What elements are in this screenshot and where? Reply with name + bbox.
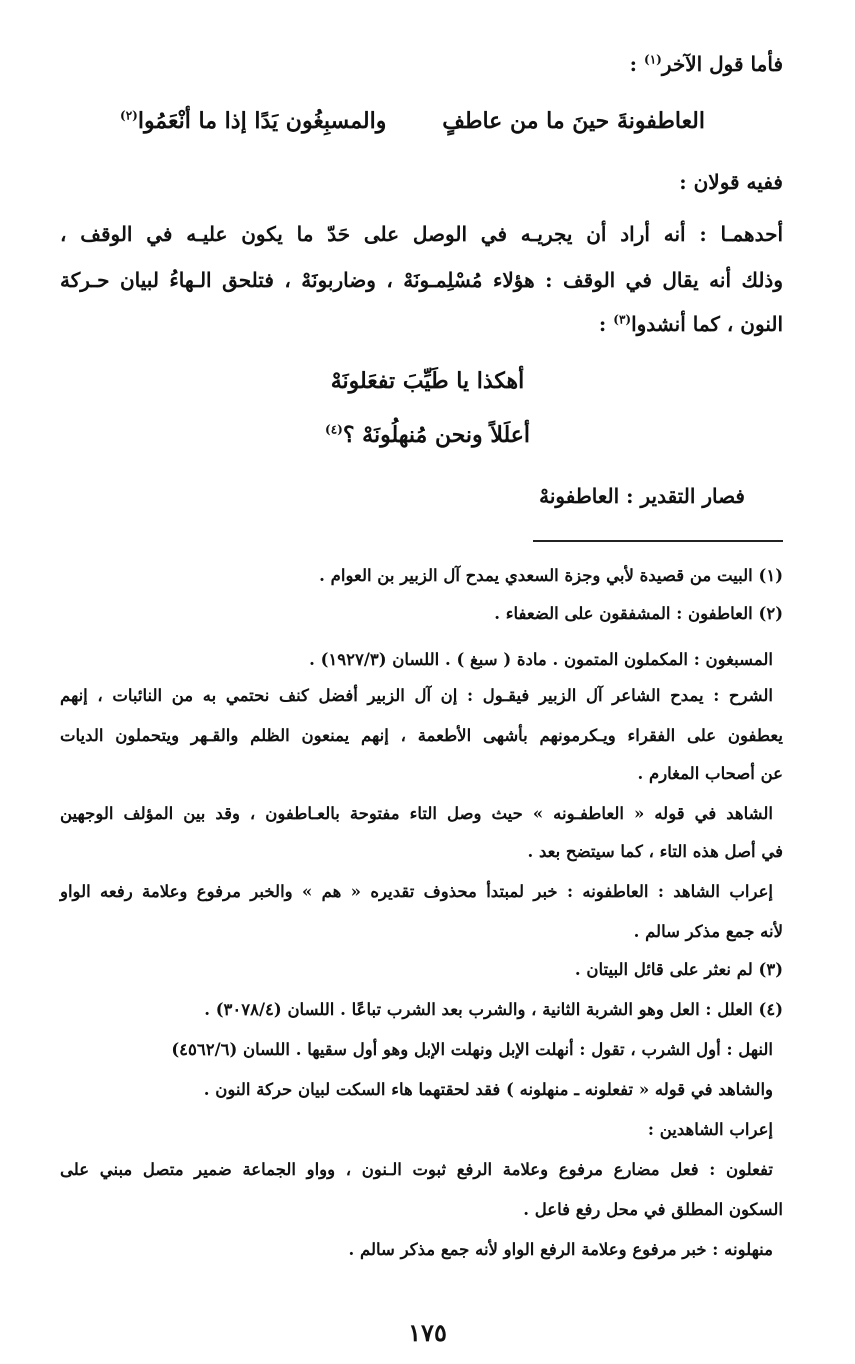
footnote-ref-2: (٢) — [120, 108, 138, 123]
footnote-1: (١) البيت من قصيدة لأبي وجزة السعدي يمدح آل الزبير بن العوام . — [319, 566, 783, 585]
footnote-separator — [533, 540, 783, 542]
footnote-2-line-9: لأنه جمع مذكر سالم . — [633, 922, 783, 941]
footnote-4-line-7: منهلونه : خبر مرفوع وعلامة الرفع الواو لأنه جمع مذكر سالم . — [348, 1240, 773, 1259]
footnote-4-line-4: إعراب الشاهدين : — [647, 1120, 773, 1139]
intro-line — [60, 52, 783, 76]
line-6-text: النون ، كما أنشدوا — [631, 312, 783, 336]
paragraph-line-4: أحدهمـا : أنه أراد أن يجريـه في الوصل على حَدّ ما يكون عليـه في الوقف ، — [60, 222, 783, 246]
footnote-2-line-5: عن أصحاب المغارم . — [637, 764, 783, 783]
verse-2: أهكذا يا طَيِّبَ تفعَلونَهْ — [330, 368, 525, 394]
footnote-2: (٢) العاطفون : المشفقون على الضعفاء . — [494, 604, 783, 623]
verse-1-first-hemistich: العاطفونةَ حينَ ما من عاطفٍ — [442, 108, 705, 134]
verse-1-second-hemistich — [120, 108, 386, 134]
paragraph-line-6 — [60, 312, 783, 336]
verse-1 — [120, 108, 705, 134]
footnote-4-line-3: والشاهد في قوله « تفعلونه ـ منهلونه ) فقد لحقتهما هاء السكت لبيان حركة النون . — [203, 1080, 773, 1099]
footnote-ref-4: (٤) — [325, 422, 343, 437]
footnote-2-line-2: المسبغون : المكملون المتمون . مادة ( سبغ ) . اللسان (١٩٢٧/٣) . — [309, 650, 773, 669]
footnote-2-line-7: في أصل هذه التاء ، كما سيتضح بعد . — [527, 842, 783, 861]
footnote-ref-1: (١) — [644, 52, 662, 67]
line-6-colon: : — [598, 312, 614, 336]
footnote-4-line-5: تفعلون : فعل مضارع مرفوع وعلامة الرفع ثبوت الـنون ، وواو الجماعة ضمير متصل مبني على — [60, 1160, 773, 1179]
footnote-2-line-8: إعراب الشاهد : العاطفونه : خبر لمبتدأ محذوف تقديره « هم » والخبر مرفوع وعلامة رفعه الواو — [60, 882, 773, 901]
footnote-2-line-6: الشاهد في قوله « العاطفـونه » حيث وصل التاء مفتوحة بالعـاطفون ، وقد بين المؤلف الوجهين — [60, 804, 773, 823]
intro-text: فأما قول الآخر — [661, 52, 783, 76]
paragraph-line-3: ففيه قولان : — [679, 170, 783, 194]
footnote-3: (٣) لم نعثر على قائل البيتان . — [574, 960, 783, 979]
verse-1-second-text: والمسبِغُون يَدًا إذا ما أنْعَمُوا — [137, 108, 387, 134]
footnote-4-line-2: النهل : أول الشرب ، تقول : أنهلت الإبل ونهلت الإبل وهو أول سقيها . اللسان (٤٥٦٢/٦) — [171, 1040, 773, 1059]
verse-3-text: أعلَلاً ونحن مُنهلُونَهْ ؟ — [342, 422, 530, 448]
footnote-2-line-3: الشرح : يمدح الشاعر آل الزبير فيقـول : إن آل الزبير أفضل كنف نحتمي به من النائبات ، إنهم — [60, 686, 774, 705]
footnote-2-line-4: يعطفون على الفقراء ويـكرمونهم بأشهى الأطعمة ، إنهم يمنعون الظلم والقـهر ويتحملون الديات — [60, 726, 783, 745]
footnote-ref-3: (٣) — [613, 312, 632, 327]
footnote-4-line-6: السكون المطلق في محل رفع فاعل . — [523, 1200, 783, 1219]
intro-colon: : — [629, 52, 644, 76]
page-number: ١٧٥ — [408, 1318, 447, 1347]
paragraph-line-5: وذلك أنه يقال في الوقف : هؤلاء مُسْلِمـونَهْ ، وضاربونَهْ ، فتلحق الـهاءُ لبيان حـركة — [60, 268, 783, 292]
verse-3 — [0, 422, 855, 448]
footnote-4: (٤) العلل : العل وهو الشربة الثانية ، والشرب بعد الشرب تباعًا . اللسان (٣٠٧٨/٤) . — [204, 1000, 783, 1019]
paragraph-line-9: فصار التقدير : العاطفونهْ — [539, 484, 745, 508]
